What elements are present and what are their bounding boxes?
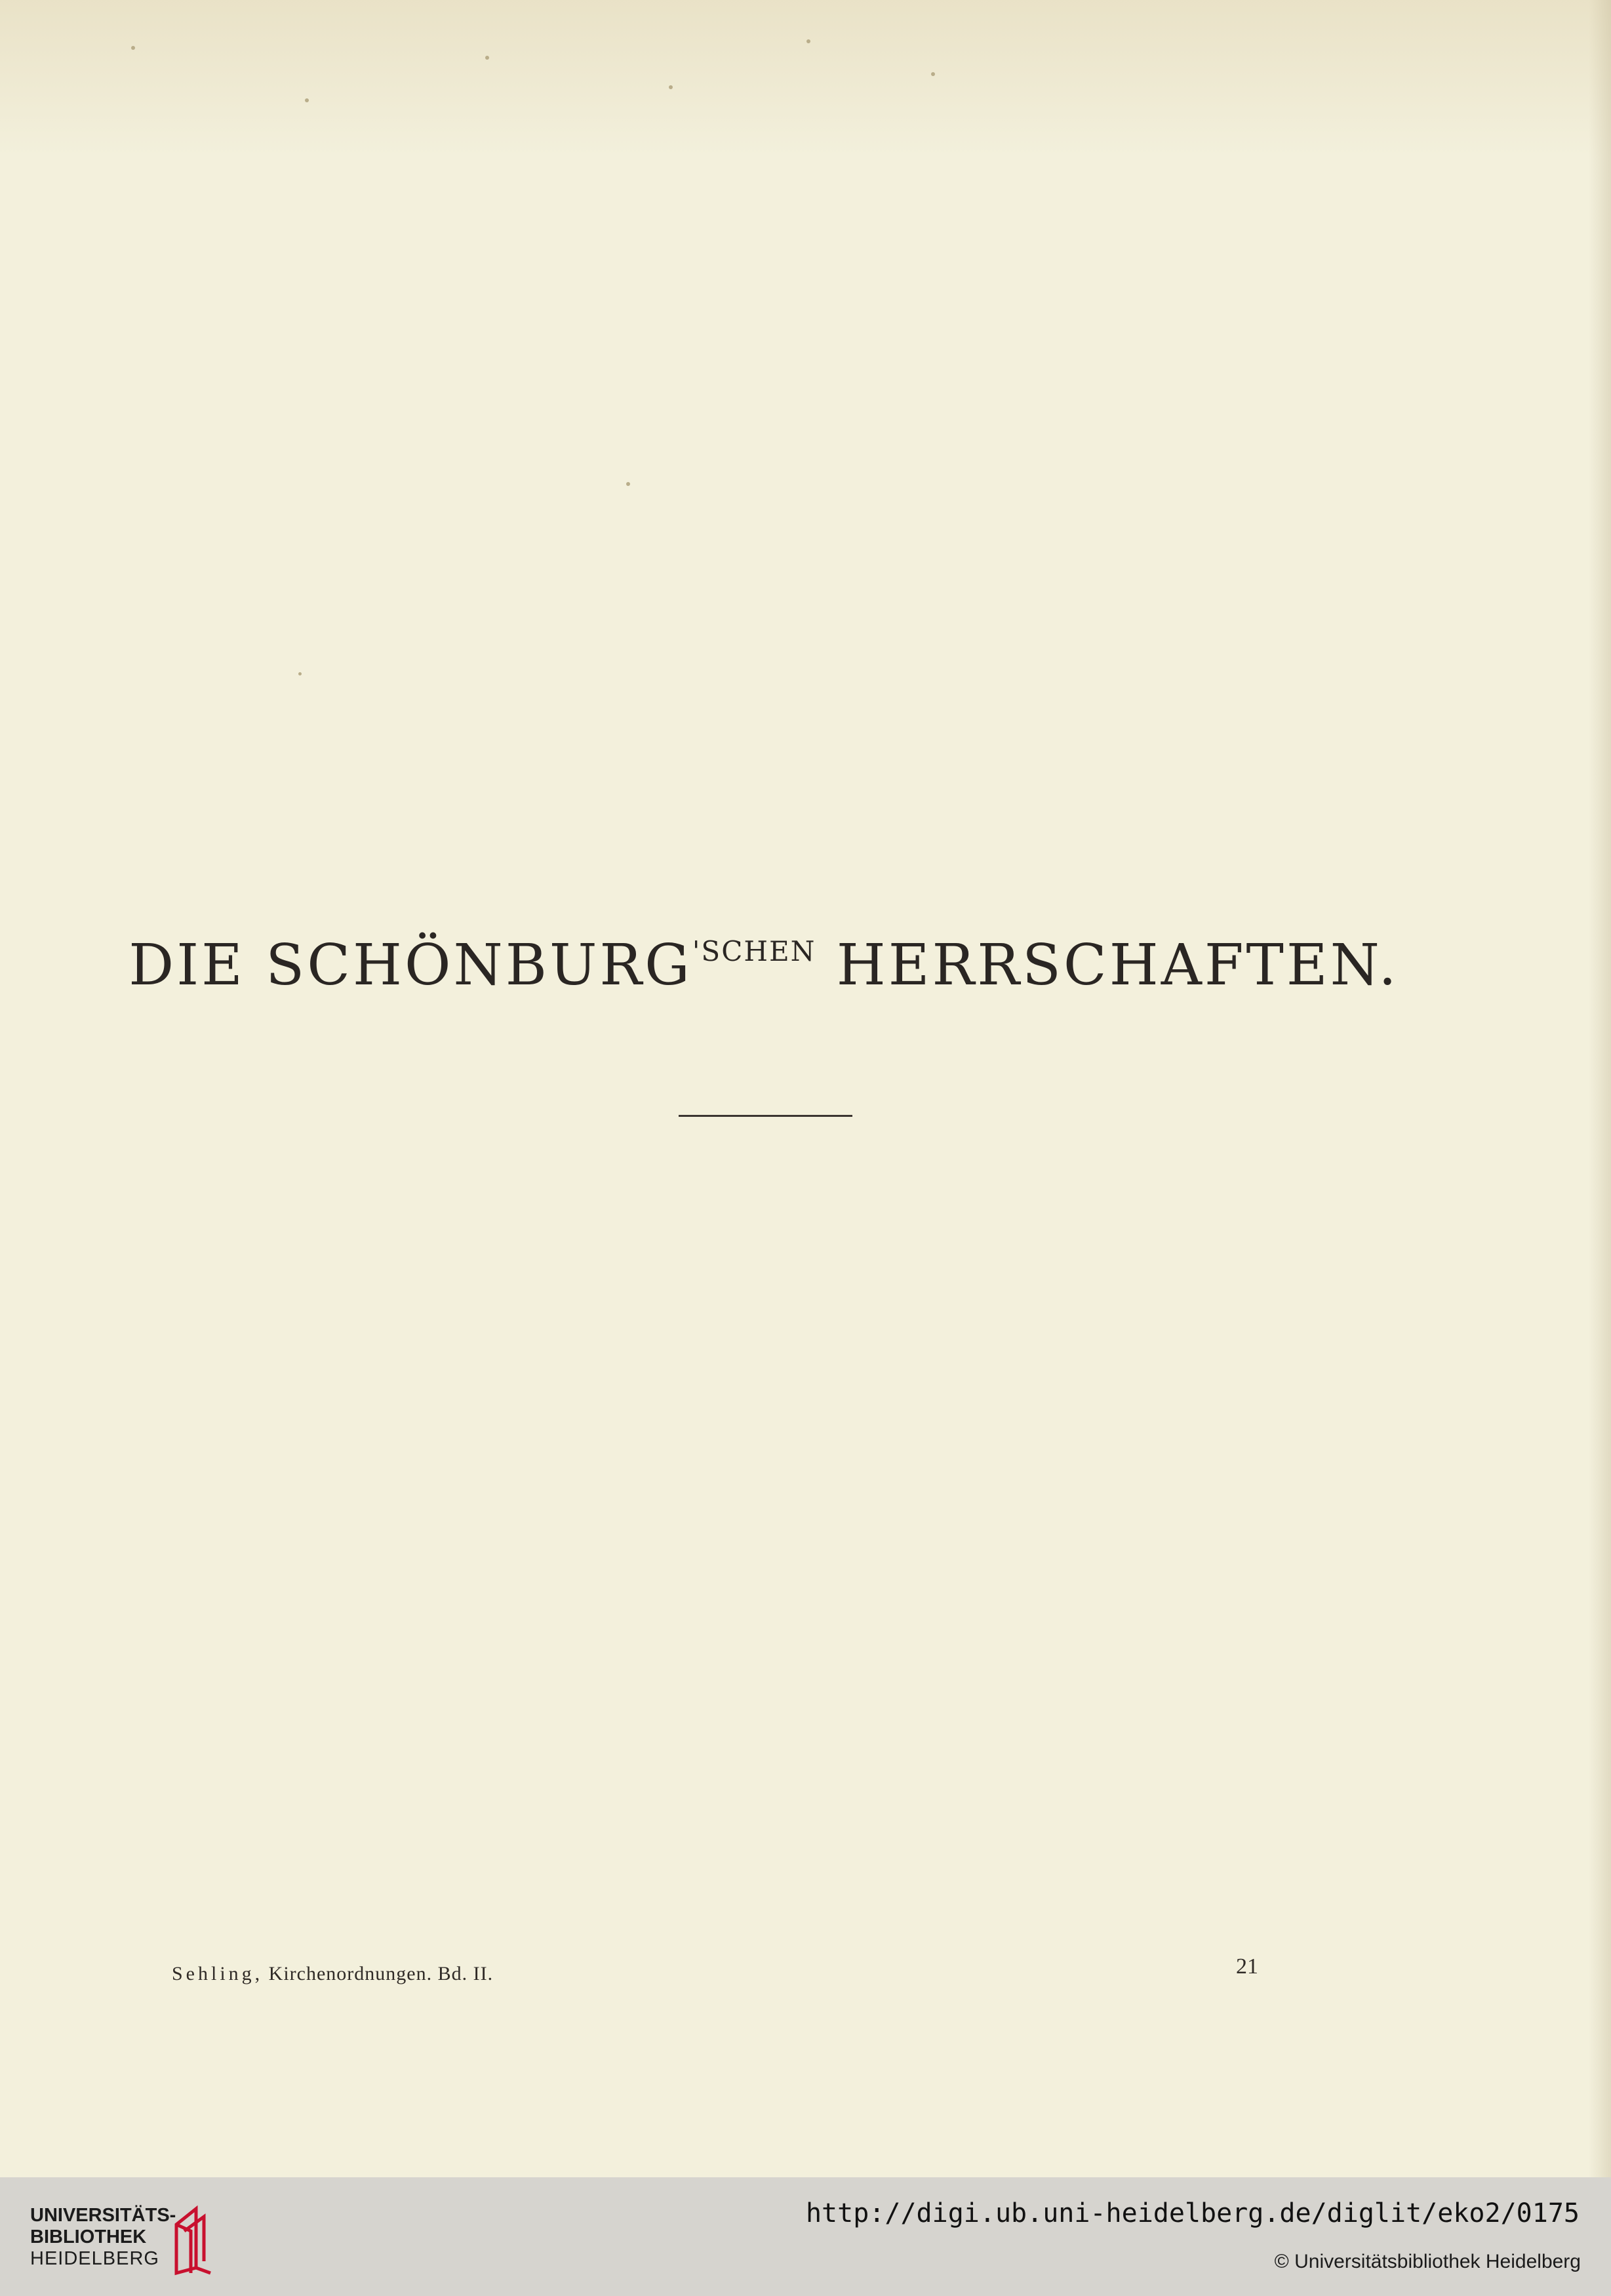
logo-line-2: BIBLIOTHEK (30, 2226, 147, 2247)
footer-author: Sehling, (172, 1963, 264, 1984)
permalink-url[interactable]: http://digi.ub.uni-heidelberg.de/diglit/eko2/0175 (805, 2198, 1580, 2228)
title-divider (679, 1115, 852, 1117)
paper-speck (626, 482, 630, 486)
paper-speck (806, 39, 810, 43)
copyright-notice: © Universitätsbibliothek Heidelberg (1274, 2251, 1581, 2272)
library-logo[interactable] (30, 2205, 266, 2277)
logo-wordmark (30, 2205, 176, 2270)
page-number: 21 (1236, 1954, 1258, 1979)
logo-line-3: HEIDELBERG (30, 2248, 159, 2269)
paper-speck (298, 672, 302, 675)
book-spine-icon (165, 2205, 237, 2277)
paper-speck (305, 98, 309, 102)
paper-speck (669, 85, 673, 89)
title-tail: HERRSCHAFTEN. (836, 933, 1399, 998)
logo-line-1: UNIVERSITÄTS- (30, 2205, 176, 2226)
footer-citation (172, 1963, 493, 1985)
paper-speck (485, 56, 489, 60)
footer-work: Kirchenordnungen. Bd. II. (268, 1963, 494, 1984)
paper-top-stain (0, 0, 1611, 157)
title-main: DIE SCHÖNBURG (129, 933, 692, 998)
paper-speck (131, 46, 135, 50)
paper-right-edge (1589, 0, 1611, 2177)
paper-speck (931, 72, 935, 76)
page-title (0, 933, 1528, 998)
title-superscript: 'SCHEN (692, 935, 816, 967)
